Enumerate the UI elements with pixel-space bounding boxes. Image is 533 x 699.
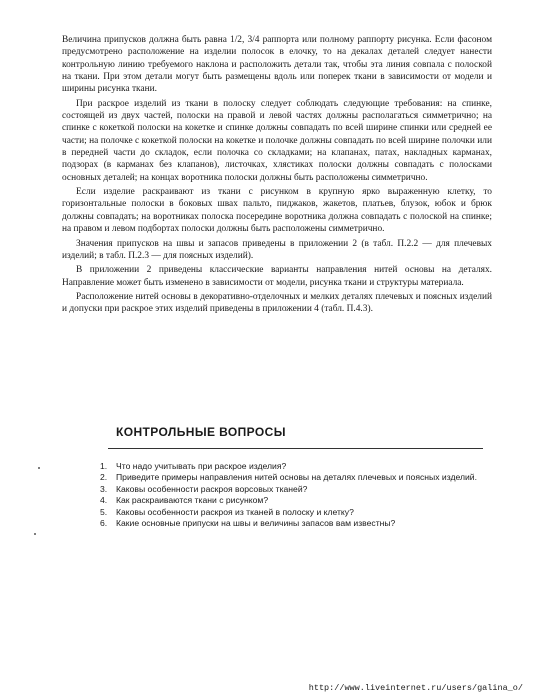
scan-speck — [38, 467, 40, 469]
list-item — [100, 472, 485, 483]
paragraph-stripe-requirements: При раскрое изделий из ткани в полоску следует соблюдать следующие требования: на спинке, состоящей из двух частей, полоски на правой и левой частях должны располагаться симметрично; на спинке с кокеткой полоски на кокетке и спинке должны совпадать по всей ширине спинки или средней ее части; на полочке с кокеткой полоски на кокетке и полочке должны совпадать по всей ширине полочки или в передней части до складок, если полочка со складками; на клапанах, патах, накладных карманах, подзорах (в карманах без клапанов), листочках, хлястиках полоски должны совпадать с полосками основных деталей; на концах воротника полоски должны быть расположены симметрично. — [62, 98, 492, 183]
body-text — [62, 34, 492, 318]
question-number: 1. — [100, 461, 108, 471]
paragraph-decorative-details: Расположение нитей основы в декоративно-отделочных и мелких деталях плечевых и поясных изделий и допуски при раскрое этих изделий приведены в приложении 4 (табл. П.4.3). — [62, 291, 492, 315]
question-text: Какие основные припуски на швы и величины запасов вам известны? — [116, 518, 396, 529]
question-number: 2. — [100, 472, 108, 483]
list-item — [100, 518, 485, 529]
paragraph-allowances: Величина припусков должна быть равна 1/2, 3/4 раппорта или полному раппорту рисунка. Если фасоном предусмотрено расположение на изделии полосок в елочку, то на декалах деталей следует нанести контрольную линию требуемого наклона и расположить детали так, чтобы эта линия совпала с полоской на ткани. При этом детали могут быть размещены вдоль или поперек ткани в зависимости от модели и ширины рисунка ткани. — [62, 35, 492, 95]
question-number: 5. — [100, 506, 108, 517]
list-item — [100, 461, 485, 472]
paragraph-check-fabric: Если изделие раскраивают из ткани с рисунком в крупную ярко выраженную клетку, то горизонтальные полоски в боковых швах пальто, пиджаков, жакетов, платьев, блузок, юбок и брюк должны совпадать; на воротниках полоска посередине воротника должна совпадать с полоской на спинке; на правом и левом подбортах полоски должны быть расположены симметрично. — [62, 187, 492, 235]
question-text: Каковы особенности раскроя ворсовых тканей? — [116, 483, 308, 494]
section-title: КОНТРОЛЬНЫЕ ВОПРОСЫ — [116, 425, 286, 439]
list-item — [100, 484, 485, 495]
question-text: Что надо учитывать при раскрое изделия? — [116, 461, 287, 471]
question-number: 6. — [100, 518, 108, 529]
list-item — [100, 507, 485, 518]
question-text: Приведите примеры направления нитей основы на деталях плечевых и поясных изделий. — [116, 472, 477, 483]
paragraph-allowance-tables: Значения припусков на швы и запасов приведены в приложении 2 (в табл. П.2.2 — для плечевых изделий; в табл. П.2.3 — для поясных изделий). — [62, 238, 492, 261]
question-text: Как раскраиваются ткани с рисунком? — [116, 495, 269, 506]
footer-source-link[interactable]: http://www.liveinternet.ru/users/galina_o/ — [308, 683, 523, 693]
question-number: 3. — [100, 483, 108, 494]
list-item — [100, 495, 485, 506]
scan-speck — [34, 533, 36, 535]
paragraph-warp-direction: В приложении 2 приведены классические варианты направления нитей основы на деталях. Направление может быть изменено в зависимости от модели, рисунка ткани и структуры материала. — [62, 265, 492, 288]
question-text: Каковы особенности раскроя из тканей в полоску и клетку? — [116, 506, 354, 517]
questions-list — [100, 461, 485, 529]
section-divider — [108, 448, 483, 449]
question-number: 4. — [100, 495, 108, 506]
